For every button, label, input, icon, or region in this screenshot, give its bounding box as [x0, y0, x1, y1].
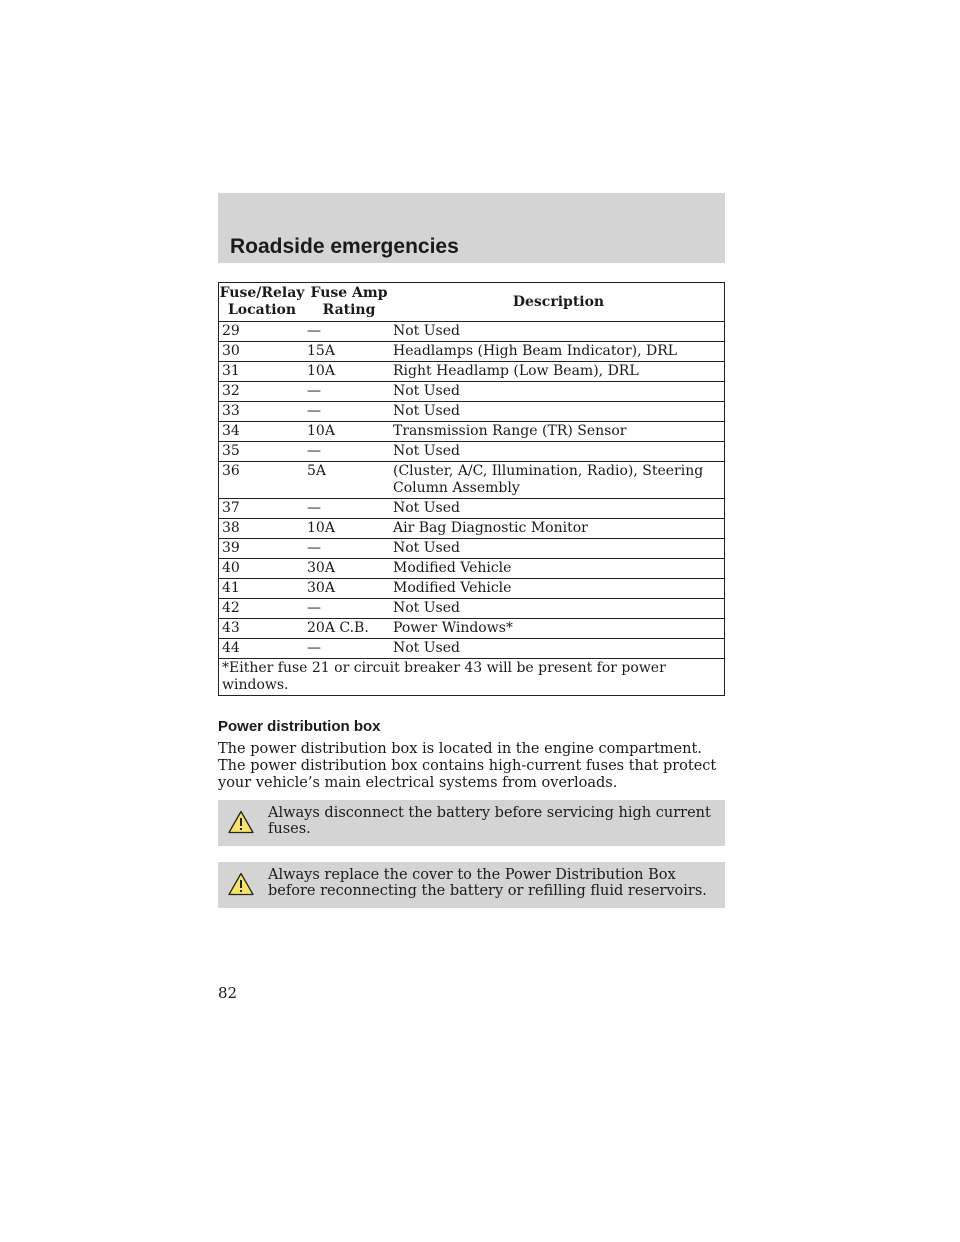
cell-location: 40 — [219, 559, 306, 579]
table-row — [219, 519, 725, 539]
cell-location: 31 — [219, 362, 306, 382]
cell-location: 35 — [219, 442, 306, 462]
cell-amp-rating: 10A — [305, 422, 393, 442]
cell-description: Transmission Range (TR) Sensor — [393, 422, 725, 442]
cell-location: 29 — [219, 322, 306, 342]
table-row — [219, 322, 725, 342]
cell-amp-rating: — — [305, 382, 393, 402]
cell-location: 38 — [219, 519, 306, 539]
cell-description: Headlamps (High Beam Indicator), DRL — [393, 342, 725, 362]
fuse-table-body — [219, 322, 725, 659]
fuse-table — [218, 282, 725, 696]
cell-amp-rating: — — [305, 402, 393, 422]
page-number: 82 — [218, 984, 238, 1002]
warning-triangle-icon — [228, 872, 254, 896]
warning-text: Always disconnect the battery before servicing high current fuses. — [268, 805, 711, 837]
cell-location: 41 — [219, 579, 306, 599]
cell-description: Not Used — [393, 322, 725, 342]
section-heading: Power distribution box — [218, 718, 381, 735]
cell-amp-rating: — — [305, 499, 393, 519]
cell-description: Not Used — [393, 639, 725, 659]
warning-box — [218, 862, 725, 908]
cell-description: Not Used — [393, 599, 725, 619]
cell-description: (Cluster, A/C, Illumination, Radio), Steering Column Assembly — [393, 462, 725, 499]
column-header-location: Fuse/Relay Location — [219, 283, 306, 322]
cell-amp-rating: 10A — [305, 362, 393, 382]
table-row — [219, 442, 725, 462]
cell-location: 44 — [219, 639, 306, 659]
table-row — [219, 539, 725, 559]
cell-location: 42 — [219, 599, 306, 619]
table-row — [219, 362, 725, 382]
table-row — [219, 619, 725, 639]
section-title: Roadside emergencies — [230, 235, 459, 258]
cell-location: 36 — [219, 462, 306, 499]
table-row — [219, 422, 725, 442]
cell-location: 32 — [219, 382, 306, 402]
cell-amp-rating: 10A — [305, 519, 393, 539]
table-row — [219, 342, 725, 362]
cell-location: 33 — [219, 402, 306, 422]
cell-location: 30 — [219, 342, 306, 362]
cell-amp-rating: — — [305, 599, 393, 619]
cell-description: Not Used — [393, 442, 725, 462]
warning-text: Always replace the cover to the Power Distribution Box before reconnecting the battery or refilling fluid reservoirs. — [268, 867, 707, 899]
cell-location: 39 — [219, 539, 306, 559]
cell-description: Not Used — [393, 382, 725, 402]
cell-location: 37 — [219, 499, 306, 519]
section-header — [218, 193, 725, 263]
table-row — [219, 499, 725, 519]
cell-location: 34 — [219, 422, 306, 442]
cell-amp-rating: 15A — [305, 342, 393, 362]
table-row — [219, 402, 725, 422]
table-row — [219, 382, 725, 402]
table-row — [219, 639, 725, 659]
cell-description: Air Bag Diagnostic Monitor — [393, 519, 725, 539]
body-paragraph: The power distribution box is located in the engine compartment. The power distribution box contains high-current fuses that protect your vehicle’s main electrical systems from overloads. — [218, 741, 717, 791]
table-row — [219, 559, 725, 579]
warning-triangle-icon — [228, 810, 254, 834]
table-header-row — [219, 283, 725, 322]
table-row — [219, 462, 725, 499]
warning-box — [218, 800, 725, 846]
cell-description: Not Used — [393, 402, 725, 422]
table-row — [219, 579, 725, 599]
cell-description: Power Windows* — [393, 619, 725, 639]
cell-amp-rating: 30A — [305, 559, 393, 579]
cell-description: Not Used — [393, 539, 725, 559]
column-header-amp-rating: Fuse Amp Rating — [305, 283, 393, 322]
cell-amp-rating: — — [305, 442, 393, 462]
cell-amp-rating: — — [305, 539, 393, 559]
cell-description: Modified Vehicle — [393, 559, 725, 579]
table-footnote-row — [219, 659, 725, 696]
cell-location: 43 — [219, 619, 306, 639]
cell-amp-rating: 20A C.B. — [305, 619, 393, 639]
cell-description: Not Used — [393, 499, 725, 519]
cell-amp-rating: — — [305, 322, 393, 342]
column-header-description: Description — [393, 283, 725, 322]
cell-description: Right Headlamp (Low Beam), DRL — [393, 362, 725, 382]
cell-description: Modified Vehicle — [393, 579, 725, 599]
cell-amp-rating: — — [305, 639, 393, 659]
cell-amp-rating: 5A — [305, 462, 393, 499]
cell-amp-rating: 30A — [305, 579, 393, 599]
table-footnote: *Either fuse 21 or circuit breaker 43 will be present for power windows. — [219, 659, 725, 696]
table-row — [219, 599, 725, 619]
